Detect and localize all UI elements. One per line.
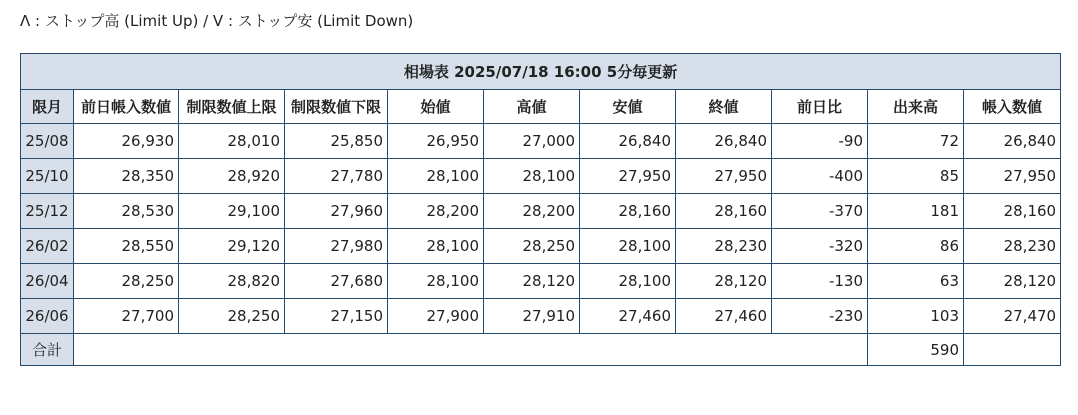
volume-cell: 86 bbox=[868, 229, 964, 264]
table-row bbox=[21, 299, 1061, 334]
high-cell: 28,100 bbox=[484, 159, 580, 194]
header-volume: 出来高 bbox=[868, 90, 964, 124]
header-open: 始値 bbox=[388, 90, 484, 124]
header-close: 終値 bbox=[676, 90, 772, 124]
open-cell: 28,100 bbox=[388, 229, 484, 264]
table-row bbox=[21, 159, 1061, 194]
upper-limit-cell: 28,820 bbox=[179, 264, 285, 299]
total-label: 合計 bbox=[21, 334, 74, 366]
prev-settlement-cell: 28,530 bbox=[74, 194, 179, 229]
lower-limit-cell: 27,680 bbox=[285, 264, 388, 299]
lower-limit-cell: 27,980 bbox=[285, 229, 388, 264]
close-cell: 28,230 bbox=[676, 229, 772, 264]
settlement-cell: 28,160 bbox=[964, 194, 1061, 229]
header-contract-month: 限月 bbox=[21, 90, 74, 124]
open-cell: 28,100 bbox=[388, 159, 484, 194]
contract-month-cell: 25/10 bbox=[21, 159, 74, 194]
prev-settlement-cell: 28,550 bbox=[74, 229, 179, 264]
header-upper-limit: 制限数値上限 bbox=[179, 90, 285, 124]
table-row bbox=[21, 264, 1061, 299]
limit-legend: Λ : ストップ高 (Limit Up) / V : ストップ安 (Limit Down) bbox=[20, 12, 414, 30]
total-trailing-cell bbox=[964, 334, 1061, 366]
low-cell: 27,950 bbox=[580, 159, 676, 194]
prev-settlement-cell: 28,250 bbox=[74, 264, 179, 299]
close-cell: 28,120 bbox=[676, 264, 772, 299]
header-high: 高値 bbox=[484, 90, 580, 124]
contract-month-cell: 25/12 bbox=[21, 194, 74, 229]
lower-limit-cell: 25,850 bbox=[285, 124, 388, 159]
settlement-cell: 28,230 bbox=[964, 229, 1061, 264]
open-cell: 28,200 bbox=[388, 194, 484, 229]
change-cell: -400 bbox=[772, 159, 868, 194]
settlement-cell: 27,470 bbox=[964, 299, 1061, 334]
lower-limit-cell: 27,960 bbox=[285, 194, 388, 229]
open-cell: 28,100 bbox=[388, 264, 484, 299]
prev-settlement-cell: 26,930 bbox=[74, 124, 179, 159]
total-volume-cell: 590 bbox=[868, 334, 964, 366]
prev-settlement-cell: 28,350 bbox=[74, 159, 179, 194]
close-cell: 26,840 bbox=[676, 124, 772, 159]
upper-limit-cell: 28,920 bbox=[179, 159, 285, 194]
low-cell: 28,160 bbox=[580, 194, 676, 229]
contract-month-cell: 25/08 bbox=[21, 124, 74, 159]
low-cell: 26,840 bbox=[580, 124, 676, 159]
table-row bbox=[21, 194, 1061, 229]
settlement-cell: 26,840 bbox=[964, 124, 1061, 159]
high-cell: 28,120 bbox=[484, 264, 580, 299]
quotes-table bbox=[20, 53, 1061, 366]
header-low: 安値 bbox=[580, 90, 676, 124]
high-cell: 27,910 bbox=[484, 299, 580, 334]
lower-limit-cell: 27,780 bbox=[285, 159, 388, 194]
low-cell: 27,460 bbox=[580, 299, 676, 334]
high-cell: 28,200 bbox=[484, 194, 580, 229]
contract-month-cell: 26/02 bbox=[21, 229, 74, 264]
change-cell: -90 bbox=[772, 124, 868, 159]
header-settlement: 帳入数値 bbox=[964, 90, 1061, 124]
volume-cell: 103 bbox=[868, 299, 964, 334]
close-cell: 27,460 bbox=[676, 299, 772, 334]
table-row bbox=[21, 124, 1061, 159]
close-cell: 27,950 bbox=[676, 159, 772, 194]
upper-limit-cell: 29,100 bbox=[179, 194, 285, 229]
total-row bbox=[21, 334, 1061, 366]
close-cell: 28,160 bbox=[676, 194, 772, 229]
open-cell: 26,950 bbox=[388, 124, 484, 159]
upper-limit-cell: 28,010 bbox=[179, 124, 285, 159]
total-empty-cell bbox=[74, 334, 868, 366]
change-cell: -230 bbox=[772, 299, 868, 334]
header-prev-settlement: 前日帳入数値 bbox=[74, 90, 179, 124]
change-cell: -130 bbox=[772, 264, 868, 299]
high-cell: 28,250 bbox=[484, 229, 580, 264]
header-row bbox=[21, 90, 1061, 124]
volume-cell: 85 bbox=[868, 159, 964, 194]
header-lower-limit: 制限数値下限 bbox=[285, 90, 388, 124]
table-caption: 相場表 2025/07/18 16:00 5分毎更新 bbox=[21, 54, 1061, 90]
header-change: 前日比 bbox=[772, 90, 868, 124]
settlement-cell: 27,950 bbox=[964, 159, 1061, 194]
high-cell: 27,000 bbox=[484, 124, 580, 159]
settlement-cell: 28,120 bbox=[964, 264, 1061, 299]
change-cell: -320 bbox=[772, 229, 868, 264]
change-cell: -370 bbox=[772, 194, 868, 229]
low-cell: 28,100 bbox=[580, 264, 676, 299]
table-row bbox=[21, 229, 1061, 264]
prev-settlement-cell: 27,700 bbox=[74, 299, 179, 334]
lower-limit-cell: 27,150 bbox=[285, 299, 388, 334]
upper-limit-cell: 29,120 bbox=[179, 229, 285, 264]
contract-month-cell: 26/04 bbox=[21, 264, 74, 299]
open-cell: 27,900 bbox=[388, 299, 484, 334]
contract-month-cell: 26/06 bbox=[21, 299, 74, 334]
volume-cell: 63 bbox=[868, 264, 964, 299]
low-cell: 28,100 bbox=[580, 229, 676, 264]
volume-cell: 72 bbox=[868, 124, 964, 159]
volume-cell: 181 bbox=[868, 194, 964, 229]
upper-limit-cell: 28,250 bbox=[179, 299, 285, 334]
